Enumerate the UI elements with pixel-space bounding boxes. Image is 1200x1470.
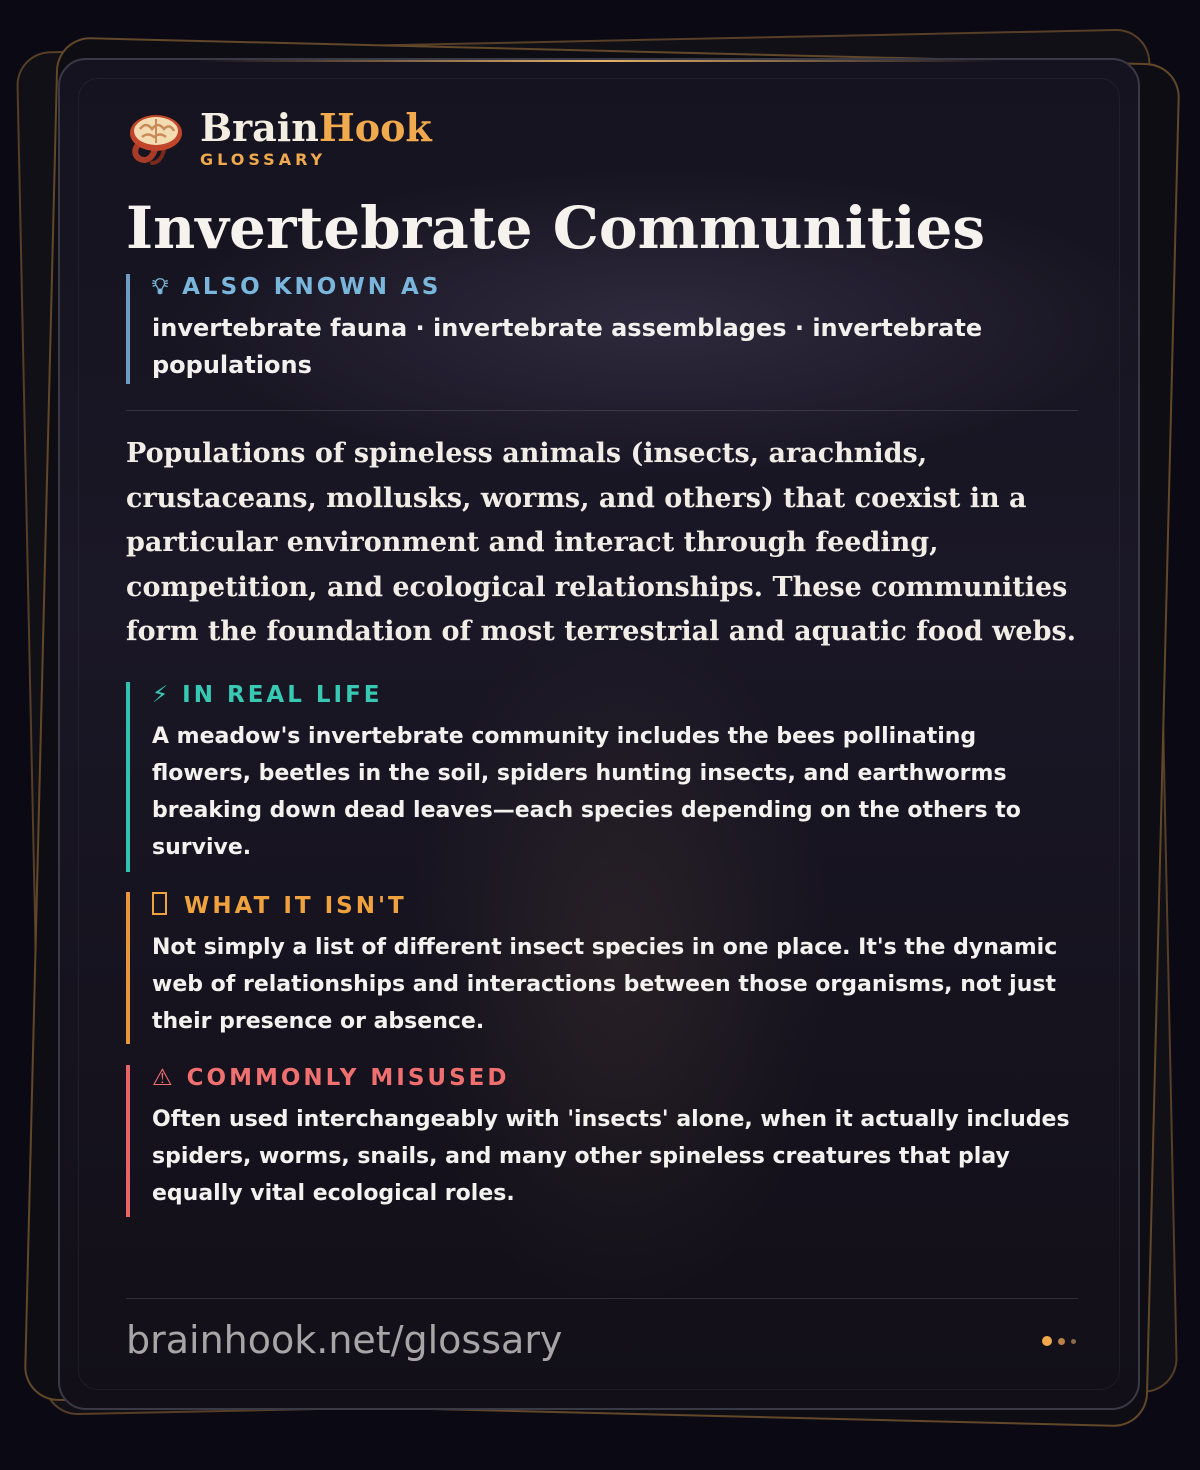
brain-hook-logo-icon	[126, 109, 186, 169]
warning-icon: ⚠︎	[152, 1065, 176, 1091]
card-top-glow	[200, 60, 998, 62]
page-dots	[1036, 1336, 1076, 1346]
commonly-misused-text: Often used interchangeably with 'insects' alone, when it actually includes spiders, worms, snails, and many other spineless creatures that play equally vital ecological roles.	[152, 1107, 1070, 1206]
what-it-isnt-section	[126, 892, 1078, 1044]
footer-url[interactable]: brainhook.net/glossary	[126, 1318, 563, 1362]
dot-active	[1042, 1336, 1052, 1346]
glossary-card	[58, 58, 1140, 1410]
brand-header[interactable]	[126, 105, 432, 169]
missing-glyph-icon	[152, 892, 167, 915]
term-definition: Populations of spineless animals (insects, arachnids, crustaceans, mollusks, worms, and others) that coexist in a particular environment and interact through feeding, competition, and ecological relationships. These communities form the foundation of most terrestrial and aquatic food webs.	[126, 438, 1077, 647]
brand-subtitle: GLOSSARY	[200, 150, 327, 169]
also-known-as-section	[126, 274, 1078, 384]
lightning-icon: ⚡︎	[152, 682, 172, 708]
term-title: Invertebrate Communities	[126, 194, 986, 262]
lightbulb-icon: 💡︎	[152, 274, 172, 300]
also-known-as-text: invertebrate fauna · invertebrate assemblages · invertebrate populations	[152, 314, 983, 379]
dot	[1071, 1339, 1076, 1344]
also-known-as-label: 💡︎ ALSO KNOWN AS	[152, 274, 442, 300]
commonly-misused-label: ⚠︎ COMMONLY MISUSED	[152, 1065, 510, 1091]
brand-name: BrainHook	[200, 105, 432, 150]
commonly-misused-section	[126, 1065, 1078, 1217]
what-it-isnt-text: Not simply a list of different insect species in one place. It's the dynamic web of relationships and interactions between those organisms, not just their presence or absence.	[152, 935, 1058, 1034]
dot	[1058, 1338, 1065, 1345]
real-life-label: ⚡︎ IN REAL LIFE	[152, 682, 383, 708]
footer-divider	[126, 1298, 1078, 1299]
real-life-text: A meadow's invertebrate community includes the bees pollinating flowers, beetles in the soil, spiders hunting insects, and earthworms breaking down dead leaves—each species depending on the others to survive.	[152, 724, 1021, 860]
what-it-isnt-label: WHAT IT ISN'T	[152, 892, 1078, 919]
real-life-section	[126, 682, 1078, 872]
section-divider	[126, 410, 1078, 411]
